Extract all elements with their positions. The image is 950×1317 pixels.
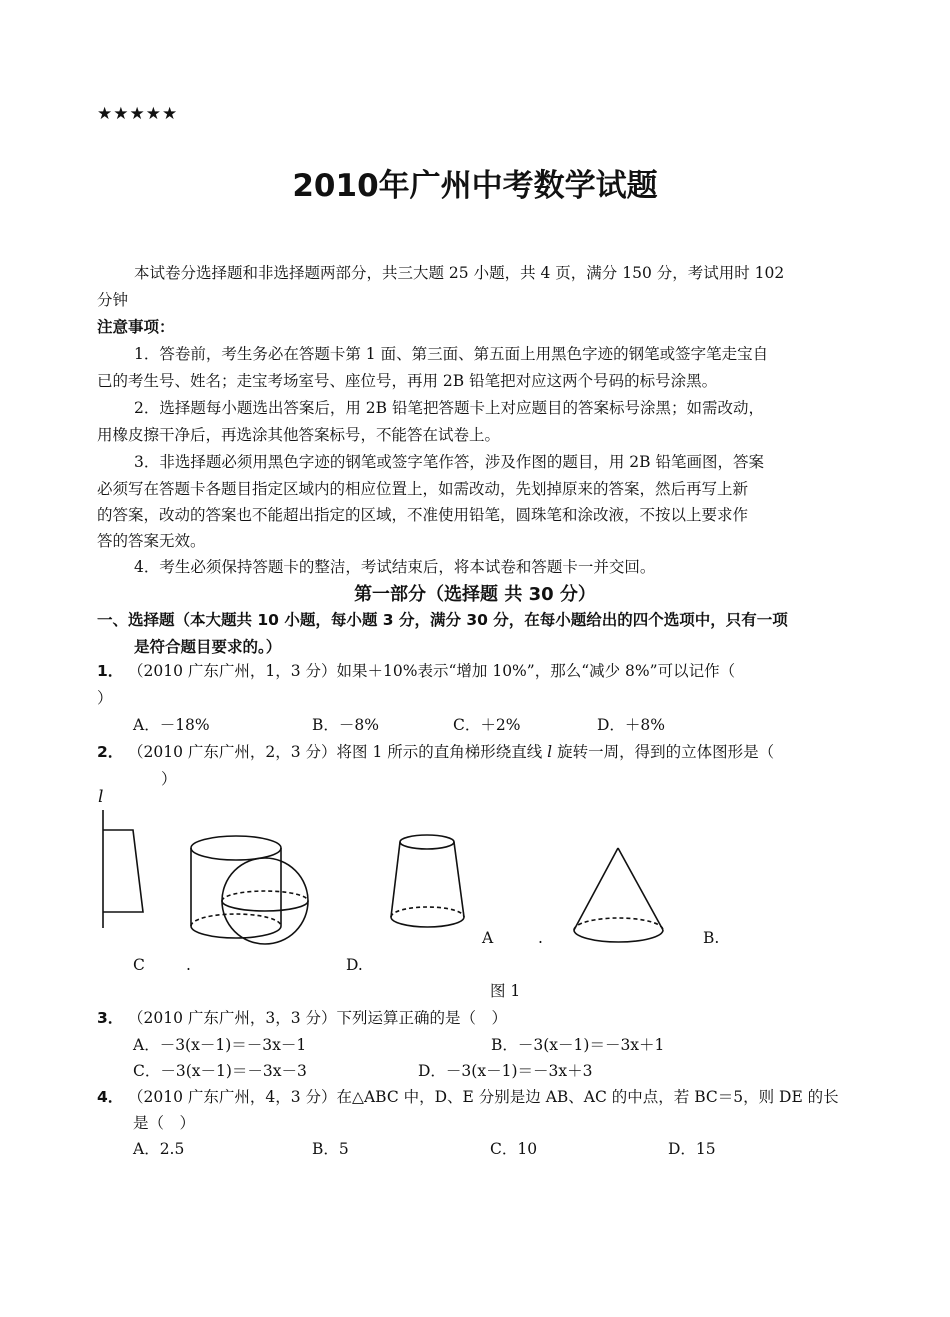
section-heading: 一、选择题（本大题共 10 小题，每小题 3 分，满分 30 分，在每小题给出的四个选项中，只有一项 — [97, 611, 788, 629]
note-line: 答的答案无效。 — [97, 532, 206, 550]
question-stem: （2010 广东广州，3，3 分）下列运算正确的是（ ） — [128, 1009, 508, 1027]
note-line: 3．非选择题必须用黑色字迹的钢笔或签字笔作答，涉及作图的题目，用 2B 铅笔画图，答案 — [134, 453, 764, 471]
option-a: A．2.5 — [133, 1140, 185, 1158]
question-number: 3． — [97, 1009, 124, 1027]
frustum-figure — [391, 835, 464, 927]
question-stem-cont: ） — [161, 770, 177, 788]
option-b-label: B. — [703, 929, 720, 947]
note-line: 1．答卷前，考生务必在答题卡第 1 面、第三面、第五面上用黑色字迹的钢笔或签字笔走宝自 — [134, 345, 769, 363]
question-stem: （2010 广东广州，1，3 分）如果＋10%表示“增加 10%”，那么“减少 8%”可以记作（ — [128, 662, 736, 680]
question-stem: （2010 广东广州，4，3 分）在△ABC 中，D、E 分别是边 AB、AC 的中点，若 BC＝5，则 DE 的长 — [128, 1088, 839, 1106]
figure-caption: 图 1 — [490, 982, 521, 1000]
option-b: B．－3(x－1)＝－3x＋1 — [491, 1036, 665, 1054]
option-c-label: C — [133, 956, 145, 974]
section-heading-cont: 是符合题目要求的。） — [134, 638, 282, 656]
option-c-dot: . — [186, 956, 191, 974]
note-line: 的答案，改动的答案也不能超出指定的区域，不准使用铅笔，圆珠笔和涂改液，不按以上要求作 — [97, 506, 749, 524]
option-a: A．－18% — [133, 716, 210, 734]
cone-figure — [574, 848, 663, 942]
option-d: D．－3(x－1)＝－3x＋3 — [418, 1062, 593, 1080]
note-line: 4．考生必须保持答题卡的整洁，考试结束后，将本试卷和答题卡一并交回。 — [134, 558, 656, 576]
part-one-title: 第一部分（选择题 共 30 分） — [354, 584, 596, 605]
option-c: C．10 — [490, 1140, 538, 1158]
option-d: D．＋8% — [597, 716, 666, 734]
note-line: 2．选择题每小题选出答案后，用 2B 铅笔把答题卡上对应题目的答案标号涂黑；如需改动， — [134, 399, 764, 417]
intro-line-2: 分钟 — [97, 291, 129, 309]
note-line: 已的考生号、姓名；走宝考场室号、座位号，再用 2B 铅笔把对应这两个号码的标号涂黑。 — [97, 372, 718, 390]
question-stem-cont: ） — [97, 689, 113, 707]
option-a-label: A — [482, 929, 494, 947]
question-stem-cont: 是（ ） — [133, 1114, 196, 1132]
cylinder-sphere-figure — [191, 836, 308, 944]
option-a-dot: . — [538, 929, 543, 947]
option-a: A．－3(x－1)＝－3x－1 — [133, 1036, 307, 1054]
intro-line-1: 本试卷分选择题和非选择题两部分，共三大题 25 小题，共 4 页，满分 150 分，考试用时 102 — [134, 264, 785, 282]
page-title: 2010年广州中考数学试题 — [292, 168, 658, 204]
notes-heading: 注意事项： — [97, 318, 175, 336]
option-d: D．15 — [668, 1140, 716, 1158]
question-number: 1． — [97, 662, 124, 680]
note-line: 必须写在答题卡各题目指定区域内的相应位置上，如需改动，先划掉原来的答案，然后再写上新 — [97, 480, 749, 498]
question-number: 4． — [97, 1088, 124, 1106]
question-stem: （2010 广东广州，2，3 分）将图 1 所示的直角梯形绕直线 l 旋转一周，得到的立体图形是（ — [128, 743, 775, 761]
note-line: 用橡皮擦干净后，再选涂其他答案标号，不能答在试卷上。 — [97, 426, 501, 444]
trapezoid-figure — [103, 810, 143, 928]
option-c: C．－3(x－1)＝－3x－3 — [133, 1062, 307, 1080]
question-number: 2． — [97, 743, 124, 761]
axis-label: l — [98, 787, 104, 807]
option-c: C．＋2% — [453, 716, 521, 734]
option-b: B．5 — [312, 1140, 349, 1158]
option-d-label: D. — [346, 956, 363, 974]
stars-rating: ★★★★★ — [97, 104, 179, 124]
option-b: B．－8% — [312, 716, 379, 734]
